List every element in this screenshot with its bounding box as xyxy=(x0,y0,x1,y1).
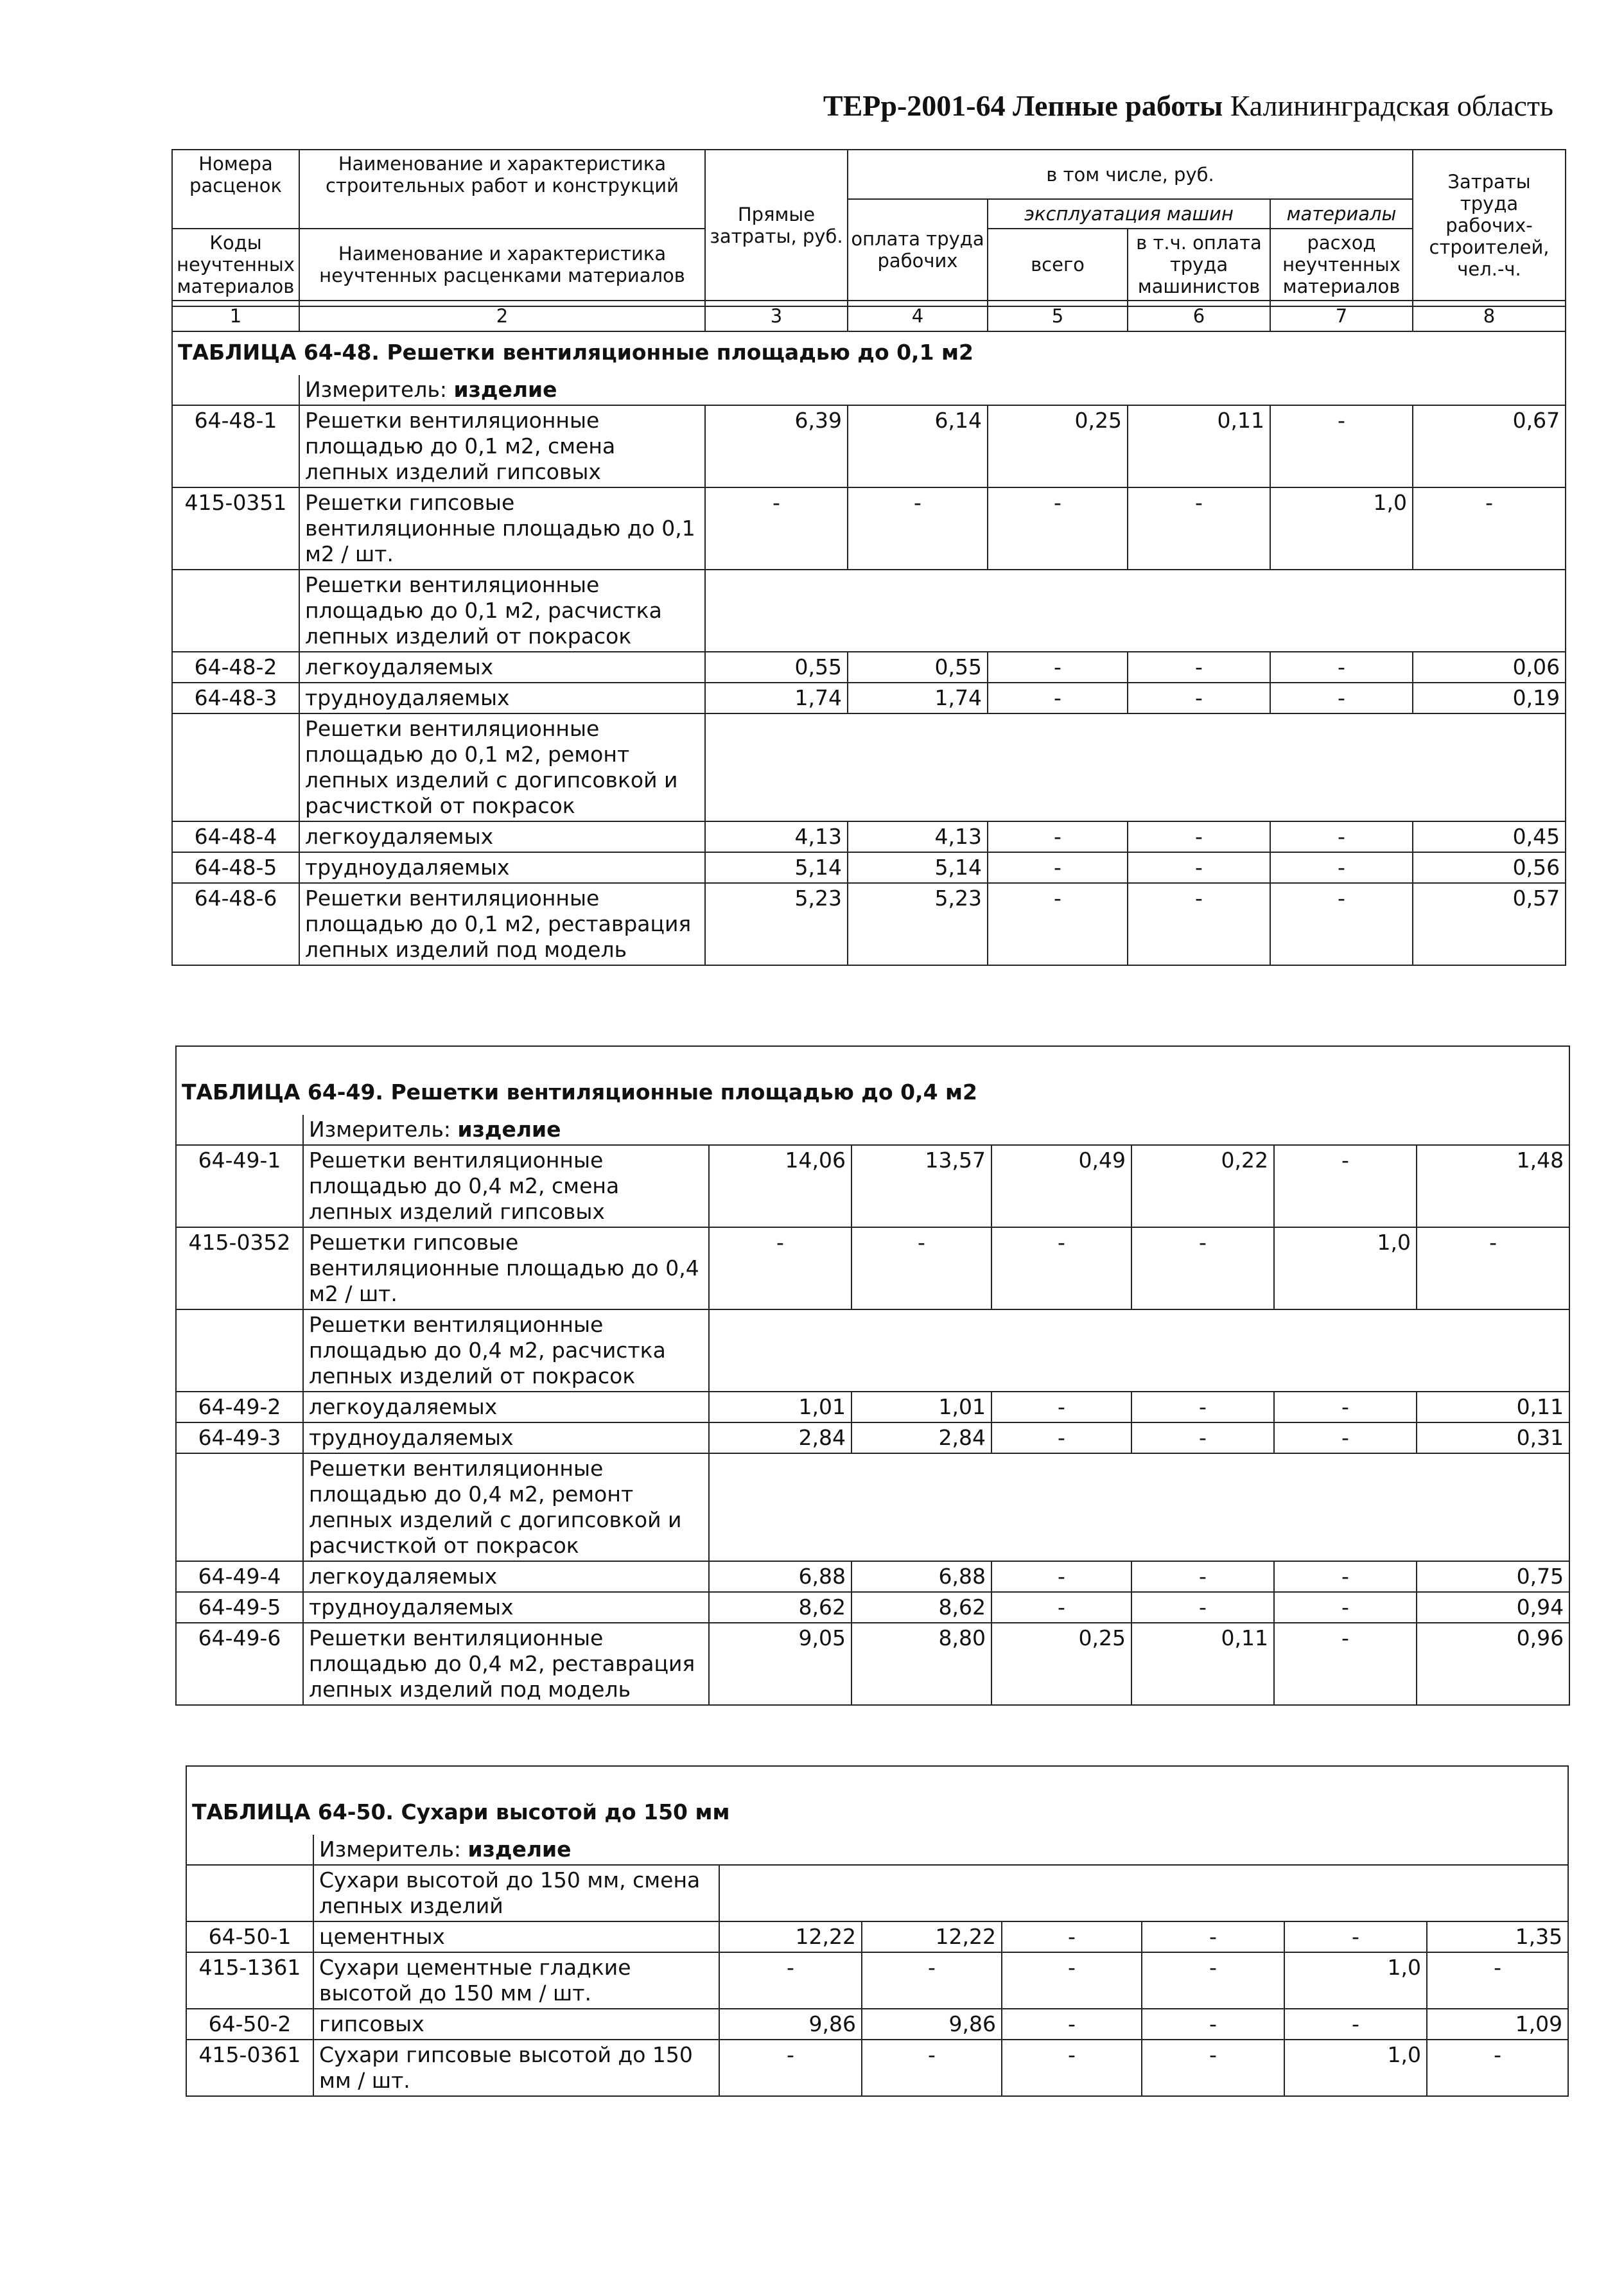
col-header-labor-pay: оплата труда рабочих xyxy=(848,199,988,301)
value-c3: 6,39 xyxy=(705,405,848,487)
value-c4: - xyxy=(851,1227,991,1309)
value-c7: - xyxy=(1270,883,1413,965)
rate-code: 64-49-3 xyxy=(176,1422,303,1453)
value-c6: - xyxy=(1128,683,1270,713)
measure-row xyxy=(186,1835,1568,1865)
col-header-materials-use: расход неучтенных материалов xyxy=(1270,229,1413,301)
measure-row xyxy=(172,375,1566,405)
value-c4: 12,22 xyxy=(862,1921,1002,1952)
col-number: 1 xyxy=(172,301,299,331)
value-c4: 1,74 xyxy=(848,683,988,713)
value-c6: - xyxy=(1128,487,1270,570)
value-c5: 0,25 xyxy=(988,405,1128,487)
col-number: 6 xyxy=(1128,301,1270,331)
value-c8: 0,57 xyxy=(1413,883,1566,965)
value-c5: - xyxy=(991,1227,1131,1309)
value-c3: - xyxy=(709,1227,851,1309)
value-c4: 9,86 xyxy=(862,2009,1002,2040)
value-c3: 5,14 xyxy=(705,852,848,883)
measure-unit xyxy=(303,1115,1569,1145)
table-row xyxy=(186,2040,1568,2096)
value-c6: - xyxy=(1128,821,1270,852)
rate-name: цементных xyxy=(313,1921,719,1952)
value-c6: - xyxy=(1142,1952,1284,2009)
rate-code: 64-49-6 xyxy=(176,1623,303,1705)
group-heading: Решетки вентиляционные площадью до 0,4 м2, расчистка лепных изделий от покрасок xyxy=(303,1309,709,1392)
value-c8: - xyxy=(1427,1952,1568,2009)
rate-code: 415-0352 xyxy=(176,1227,303,1309)
value-c8: 0,94 xyxy=(1417,1592,1569,1623)
col-header-work-name: Наименование и характеристика строительных работ и конструкций xyxy=(299,150,705,199)
value-c5: - xyxy=(1002,1952,1142,2009)
rate-name: легкоудаляемых xyxy=(299,652,705,683)
rate-code: 64-48-4 xyxy=(172,821,299,852)
value-c4: 8,62 xyxy=(851,1592,991,1623)
value-c6: - xyxy=(1142,2040,1284,2096)
col-header-rate-numbers: Номера расценок xyxy=(172,150,299,199)
table-row xyxy=(172,821,1566,852)
rate-code: 64-48-3 xyxy=(172,683,299,713)
rate-name: трудноудаляемых xyxy=(299,852,705,883)
value-c8: 0,11 xyxy=(1417,1392,1569,1422)
rate-name: Решетки вентиляционные площадью до 0,1 м2, смена лепных изделий гипсовых xyxy=(299,405,705,487)
col-number: 3 xyxy=(705,301,848,331)
value-c3: 0,55 xyxy=(705,652,848,683)
table-title: ТАБЛИЦА 64-50. Сухари высотой до 150 мм xyxy=(186,1766,1568,1835)
value-c6: - xyxy=(1131,1227,1274,1309)
rate-code: 415-1361 xyxy=(186,1952,313,2009)
value-c5: - xyxy=(988,652,1128,683)
table-row xyxy=(172,883,1566,965)
table-title: ТАБЛИЦА 64-48. Решетки вентиляционные площадью до 0,1 м2 xyxy=(172,306,1566,375)
value-c6: 0,22 xyxy=(1131,1145,1274,1227)
value-c3: 8,62 xyxy=(709,1592,851,1623)
value-c4: 13,57 xyxy=(851,1145,991,1227)
measure-label: Измеритель: xyxy=(305,377,448,402)
value-c4: - xyxy=(862,2040,1002,2096)
col-header-machines-total: всего xyxy=(988,229,1128,301)
value-c4: - xyxy=(862,1952,1002,2009)
rate-name: легкоудаляемых xyxy=(303,1561,709,1592)
col-header-material-names: Наименование и характеристика неучтенных расценками материалов xyxy=(299,229,705,301)
value-c3: 12,22 xyxy=(719,1921,862,1952)
col-number: 8 xyxy=(1413,301,1566,331)
rate-code: 64-50-1 xyxy=(186,1921,313,1952)
rate-name: Сухари гипсовые высотой до 150 мм / шт. xyxy=(313,2040,719,2096)
rates-table-64-48 xyxy=(171,306,1566,966)
col-header-including: в том числе, руб. xyxy=(848,150,1413,199)
value-c3: 5,23 xyxy=(705,883,848,965)
value-c8: 0,67 xyxy=(1413,405,1566,487)
col-header-labor-cost: Затраты труда рабочих-строителей, чел.-ч. xyxy=(1413,150,1566,301)
value-c5: 0,25 xyxy=(991,1623,1131,1705)
col-number: 2 xyxy=(299,301,705,331)
value-c8: 0,19 xyxy=(1413,683,1566,713)
value-c4: - xyxy=(848,487,988,570)
table-row xyxy=(172,683,1566,713)
value-c7: 1,0 xyxy=(1270,487,1413,570)
value-c8: 0,45 xyxy=(1413,821,1566,852)
table-row xyxy=(186,1921,1568,1952)
value-c8: - xyxy=(1413,487,1566,570)
value-c6: - xyxy=(1128,852,1270,883)
rate-code: 64-49-1 xyxy=(176,1145,303,1227)
value-c5: - xyxy=(1002,2040,1142,2096)
value-c7: - xyxy=(1270,405,1413,487)
value-c6: - xyxy=(1128,652,1270,683)
table-row xyxy=(172,405,1566,487)
value-c4: 2,84 xyxy=(851,1422,991,1453)
value-c4: 4,13 xyxy=(848,821,988,852)
rate-name: Решетки гипсовые вентиляционные площадью до 0,1 м2 / шт. xyxy=(299,487,705,570)
value-c6: - xyxy=(1131,1392,1274,1422)
value-c7: - xyxy=(1284,2009,1427,2040)
value-c4: 5,14 xyxy=(848,852,988,883)
table-row xyxy=(186,1952,1568,2009)
rate-name: легкоудаляемых xyxy=(299,821,705,852)
table-row xyxy=(176,1422,1569,1453)
table-row xyxy=(186,2009,1568,2040)
region-name: Калининградская область xyxy=(1230,89,1553,122)
value-c6: - xyxy=(1131,1422,1274,1453)
group-heading-row xyxy=(176,1309,1569,1392)
value-c3: 4,13 xyxy=(705,821,848,852)
rate-name: трудноудаляемых xyxy=(303,1592,709,1623)
value-c8: 0,56 xyxy=(1413,852,1566,883)
rate-code: 64-50-2 xyxy=(186,2009,313,2040)
rate-code: 64-48-1 xyxy=(172,405,299,487)
col-header-machinist-pay: в т.ч. оплата труда машинистов xyxy=(1128,229,1270,301)
value-c7: - xyxy=(1274,1422,1417,1453)
table-row xyxy=(176,1392,1569,1422)
value-c5: - xyxy=(991,1392,1131,1422)
rate-name: легкоудаляемых xyxy=(303,1392,709,1422)
table-row xyxy=(176,1561,1569,1592)
value-c6: - xyxy=(1128,883,1270,965)
value-c6: 0,11 xyxy=(1131,1623,1274,1705)
table-title-row xyxy=(172,306,1566,375)
group-heading-row xyxy=(172,570,1566,652)
value-c5: - xyxy=(1002,1921,1142,1952)
value-c7: - xyxy=(1274,1592,1417,1623)
col-number: 5 xyxy=(988,301,1128,331)
group-heading-row xyxy=(172,713,1566,821)
value-c6: - xyxy=(1131,1561,1274,1592)
group-heading: Сухари высотой до 150 мм, смена лепных изделий xyxy=(313,1865,719,1921)
value-c7: - xyxy=(1270,652,1413,683)
value-c3: 1,01 xyxy=(709,1392,851,1422)
value-c3: 6,88 xyxy=(709,1561,851,1592)
rate-name: гипсовых xyxy=(313,2009,719,2040)
rate-name: Решетки вентиляционные площадью до 0,1 м2, реставрация лепных изделий под модель xyxy=(299,883,705,965)
value-c3: 9,05 xyxy=(709,1623,851,1705)
value-c8: 0,96 xyxy=(1417,1623,1569,1705)
rate-code: 64-48-5 xyxy=(172,852,299,883)
value-c7: - xyxy=(1274,1392,1417,1422)
rate-name: трудноудаляемых xyxy=(303,1422,709,1453)
value-c8: 1,48 xyxy=(1417,1145,1569,1227)
col-number: 4 xyxy=(848,301,988,331)
table-row xyxy=(172,487,1566,570)
value-c4: 1,01 xyxy=(851,1392,991,1422)
group-heading: Решетки вентиляционные площадью до 0,1 м2, ремонт лепных изделий с догипсовкой и расчисткой от покрасок xyxy=(299,713,705,821)
rate-name: Решетки вентиляционные площадью до 0,4 м2, реставрация лепных изделий под модель xyxy=(303,1623,709,1705)
measure-unit xyxy=(313,1835,1568,1865)
rate-name: трудноудаляемых xyxy=(299,683,705,713)
page-title xyxy=(823,89,1553,123)
measure-value: изделие xyxy=(467,1837,572,1862)
value-c6: - xyxy=(1142,1921,1284,1952)
rate-code: 64-49-5 xyxy=(176,1592,303,1623)
value-c5: - xyxy=(991,1592,1131,1623)
value-c4: 6,88 xyxy=(851,1561,991,1592)
value-c5: - xyxy=(988,683,1128,713)
value-c5: - xyxy=(988,883,1128,965)
value-c7: - xyxy=(1274,1145,1417,1227)
measure-value: изделие xyxy=(457,1117,561,1142)
value-c8: - xyxy=(1427,2040,1568,2096)
value-c5: - xyxy=(991,1561,1131,1592)
value-c3: 14,06 xyxy=(709,1145,851,1227)
value-c7: - xyxy=(1270,852,1413,883)
rate-code: 64-49-4 xyxy=(176,1561,303,1592)
rate-name: Решетки вентиляционные площадью до 0,4 м2, смена лепных изделий гипсовых xyxy=(303,1145,709,1227)
value-c4: 6,14 xyxy=(848,405,988,487)
value-c7: - xyxy=(1274,1623,1417,1705)
column-header-table xyxy=(171,149,1566,332)
table-title-row xyxy=(186,1766,1568,1835)
group-heading: Решетки вентиляционные площадью до 0,1 м2, расчистка лепных изделий от покрасок xyxy=(299,570,705,652)
document-code: ТЕРр-2001-64 xyxy=(823,89,1006,122)
value-c5: 0,49 xyxy=(991,1145,1131,1227)
rates-table-64-50 xyxy=(186,1765,1569,2097)
value-c7: 1,0 xyxy=(1284,2040,1427,2096)
col-header-material-codes: Коды неучтенных материалов xyxy=(172,229,299,301)
rates-table-64-49 xyxy=(175,1045,1570,1706)
value-c8: 1,09 xyxy=(1427,2009,1568,2040)
value-c3: - xyxy=(705,487,848,570)
col-header-machines: эксплуатация машин xyxy=(988,199,1270,229)
rate-code: 415-0361 xyxy=(186,2040,313,2096)
section-name: Лепные работы xyxy=(1013,89,1223,122)
value-c4: 5,23 xyxy=(848,883,988,965)
value-c3: 1,74 xyxy=(705,683,848,713)
value-c8: - xyxy=(1417,1227,1569,1309)
value-c8: 1,35 xyxy=(1427,1921,1568,1952)
value-c5: - xyxy=(1002,2009,1142,2040)
value-c7: 1,0 xyxy=(1274,1227,1417,1309)
table-title: ТАБЛИЦА 64-49. Решетки вентиляционные площадью до 0,4 м2 xyxy=(176,1046,1569,1115)
table-row xyxy=(172,852,1566,883)
measure-label: Измеритель: xyxy=(319,1837,462,1862)
value-c8: 0,06 xyxy=(1413,652,1566,683)
table-row xyxy=(176,1227,1569,1309)
value-c7: 1,0 xyxy=(1284,1952,1427,2009)
value-c6: 0,11 xyxy=(1128,405,1270,487)
value-c3: - xyxy=(719,2040,862,2096)
col-number: 7 xyxy=(1270,301,1413,331)
value-c3: 2,84 xyxy=(709,1422,851,1453)
rate-code: 64-48-6 xyxy=(172,883,299,965)
value-c7: - xyxy=(1270,683,1413,713)
value-c7: - xyxy=(1274,1561,1417,1592)
value-c7: - xyxy=(1284,1921,1427,1952)
value-c6: - xyxy=(1142,2009,1284,2040)
value-c3: - xyxy=(719,1952,862,2009)
value-c5: - xyxy=(988,852,1128,883)
measure-value: изделие xyxy=(453,377,557,402)
rate-code: 415-0351 xyxy=(172,487,299,570)
rate-name: Сухари цементные гладкие высотой до 150 мм / шт. xyxy=(313,1952,719,2009)
group-heading-row xyxy=(186,1865,1568,1921)
table-row xyxy=(172,652,1566,683)
measure-row xyxy=(176,1115,1569,1145)
measure-label: Измеритель: xyxy=(309,1117,451,1142)
value-c5: - xyxy=(988,487,1128,570)
measure-unit xyxy=(299,375,1566,405)
value-c4: 0,55 xyxy=(848,652,988,683)
rate-code: 64-48-2 xyxy=(172,652,299,683)
table-row xyxy=(176,1592,1569,1623)
value-c5: - xyxy=(988,821,1128,852)
value-c5: - xyxy=(991,1422,1131,1453)
col-header-materials: материалы xyxy=(1270,199,1413,229)
value-c8: 0,75 xyxy=(1417,1561,1569,1592)
table-row xyxy=(176,1145,1569,1227)
table-row xyxy=(176,1623,1569,1705)
value-c8: 0,31 xyxy=(1417,1422,1569,1453)
group-heading-row xyxy=(176,1453,1569,1561)
col-header-direct-costs: Прямые затраты, руб. xyxy=(705,150,848,301)
value-c6: - xyxy=(1131,1592,1274,1623)
value-c4: 8,80 xyxy=(851,1623,991,1705)
value-c3: 9,86 xyxy=(719,2009,862,2040)
group-heading: Решетки вентиляционные площадью до 0,4 м2, ремонт лепных изделий с догипсовкой и расчисткой от покрасок xyxy=(303,1453,709,1561)
table-title-row xyxy=(176,1046,1569,1115)
rate-name: Решетки гипсовые вентиляционные площадью до 0,4 м2 / шт. xyxy=(303,1227,709,1309)
rate-code: 64-49-2 xyxy=(176,1392,303,1422)
value-c7: - xyxy=(1270,821,1413,852)
